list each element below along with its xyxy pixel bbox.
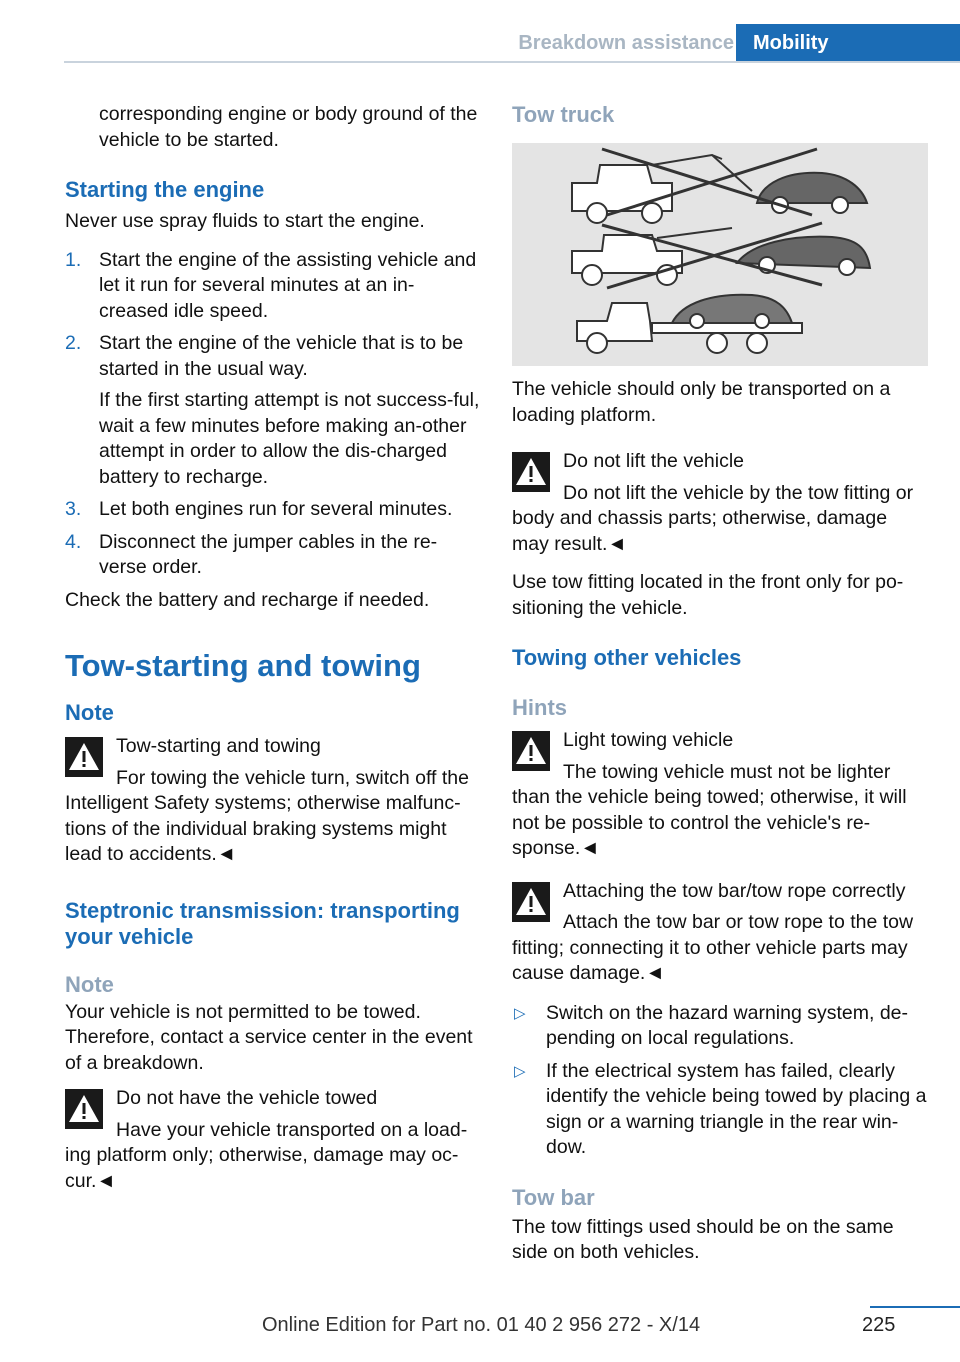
warning-box [65,734,480,868]
left-column [65,102,480,1194]
warning-text: Have your vehicle transported on a load‐ing platform only; otherwise, damage may oc‐cur.◄ [65,1118,468,1192]
note2-heading: Note [65,971,114,997]
page-number: 225 [862,1314,896,1336]
list-item [512,1001,928,1052]
warning-triangle-icon [65,737,103,777]
warning-title: Tow-starting and towing [116,735,321,757]
step-text: Let both engines run for several minutes. [99,498,453,520]
steptronic-heading: Steptronic transmission: transporting your vehicle [65,897,460,949]
warning-box [512,879,928,987]
list-item [65,248,480,325]
triangle-right-icon: ▷ [514,1062,526,1080]
tow-truck-illustration [512,143,928,366]
step-number: 4. [65,530,82,553]
warning-text: For towing the vehicle turn, switch off the Intelligent Safety systems; otherwise malfunc‐tions of the individual braking systems might lead to accidents.◄ [65,766,469,865]
step-text: Start the engine of the assisting vehicle and let it run for several minutes at an in‐creased idle speed. [99,248,477,322]
tow-starting-heading: Tow-starting and towing [65,648,421,683]
tow-truck-figure [512,143,928,366]
warning-triangle-icon [512,731,550,771]
warning-title: Light towing vehicle [563,729,734,751]
towing-other-heading: Towing other vehicles [512,645,742,670]
header-divider [64,61,960,63]
bullet-text: Switch on the hazard warning system, de‐pending on local regulations. [546,1001,909,1049]
warning-text: The towing vehicle must not be lighter than the vehicle being towed; otherwise, it will not be possible to control the vehicle's re‐sponse.◄ [512,760,907,859]
hints-heading: Hints [512,695,567,720]
warning-box [512,449,928,557]
footer-edition: Online Edition for Part no. 01 40 2 956 272 - X/14 [262,1314,701,1336]
warning-box [65,1086,480,1194]
header-section-label: Breakdown assistance [518,32,734,54]
starting-engine-text: Never use spray fluids to start the engine. [65,210,425,232]
list-item [65,497,480,523]
warning-text: Attach the tow bar or tow rope to the tow fitting; connecting it to other vehicle parts may cause damage.◄ [512,911,914,984]
warning-triangle-icon [512,452,550,492]
page-header [0,0,960,64]
intro-text: corresponding engine or body ground of the vehicle to be started. [99,103,478,151]
starting-steps-list [65,248,480,581]
bullet-text: If the electrical system has failed, clearly identify the vehicle being towed by placing a sign or a warning triangle in the rear win‐dow. [546,1059,927,1158]
warning-triangle-icon [512,882,550,922]
list-item [512,1059,928,1161]
tow-fitting-text: Use tow fitting located in the front only for po‐sitioning the vehicle. [512,571,904,619]
footer-divider [870,1306,960,1308]
step-number: 1. [65,248,82,271]
step-text: Disconnect the jumper cables in the re‐verse order. [99,530,438,578]
warning-title: Do not lift the vehicle [563,450,745,472]
warning-triangle-icon [65,1089,103,1129]
warning-box [512,728,928,862]
warning-text: Do not lift the vehicle by the tow fitting or body and chassis parts; otherwise, damage may result.◄ [512,481,914,555]
hints-bullet-list [512,1001,928,1161]
tow-bar-text: The tow fittings used should be on the same side on both vehicles. [512,1215,894,1263]
right-column [512,102,928,1266]
tow-bar-heading: Tow bar [512,1184,595,1210]
check-battery-text: Check the battery and recharge if needed. [65,588,430,611]
warning-title: Attaching the tow bar/tow rope correctly [563,879,906,902]
header-chapter-tab: Mobility [736,24,960,62]
note2-text: Your vehicle is not permitted to be towed. Therefore, contact a service center in the event of a breakdown. [65,1000,473,1074]
tow-truck-heading: Tow truck [512,102,615,127]
triangle-right-icon: ▷ [514,1004,526,1022]
platform-text: The vehicle should only be transported on a loading platform. [512,378,891,426]
step-extra-text: If the first starting attempt is not success‐ful, wait a few minutes before making an‐other attempt in order to allow the dis‐charged battery to recharge. [99,389,480,488]
warning-title: Do not have the vehicle towed [116,1087,378,1109]
list-item [65,530,480,581]
starting-engine-heading: Starting the engine [65,177,265,202]
list-item [65,331,480,490]
step-number: 3. [65,498,82,520]
step-text: Start the engine of the vehicle that is to be started in the usual way. [99,332,464,380]
note-heading: Note [65,700,114,725]
step-number: 2. [65,332,82,354]
